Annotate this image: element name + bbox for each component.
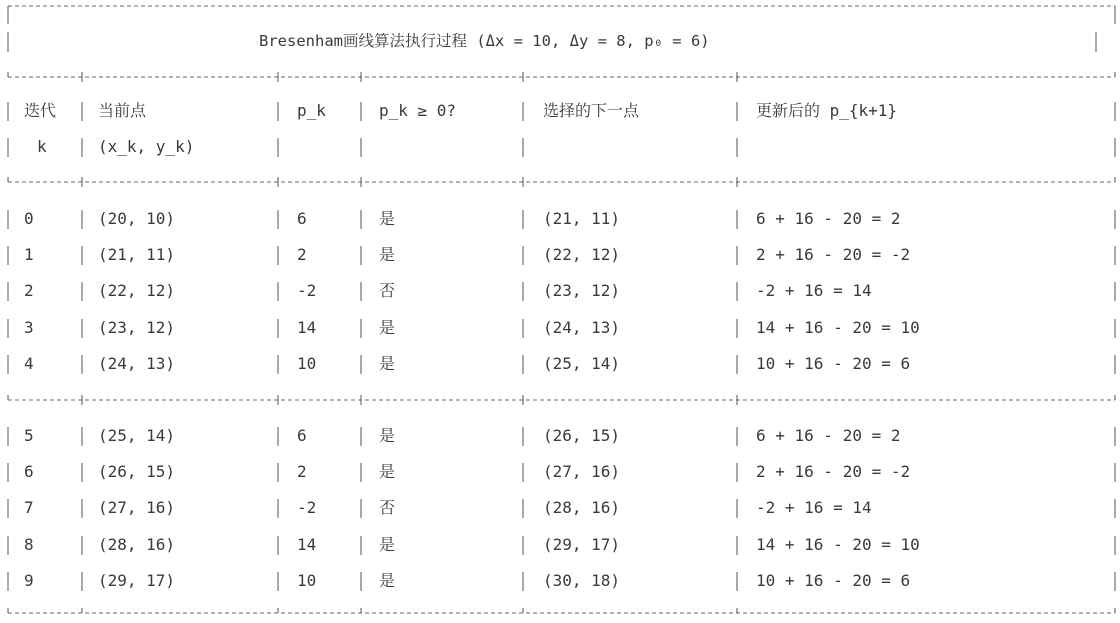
- cell-current-point: (25, 14): [98, 426, 176, 445]
- cell-pk-sign: 否: [379, 281, 396, 300]
- cell-next-point: (30, 18): [543, 571, 621, 590]
- cell-iteration: 9: [24, 571, 34, 590]
- cell-current-point: (20, 10): [98, 209, 176, 228]
- cell-pk-sign: 是: [379, 426, 396, 445]
- cell-pk-sign: 否: [379, 498, 396, 517]
- cell-updated-pk: 10 + 16 - 20 = 6: [756, 354, 911, 373]
- cell-next-point: (29, 17): [543, 535, 621, 554]
- cell-pk-sign: 是: [379, 245, 396, 264]
- cell-current-point: (27, 16): [98, 498, 176, 517]
- cell-pk-sign: 是: [379, 571, 396, 590]
- cell-current-point: (24, 13): [98, 354, 176, 373]
- header-pk: p_k: [297, 101, 326, 120]
- cell-pk: 10: [297, 571, 317, 590]
- cell-updated-pk: 2 + 16 - 20 = -2: [756, 245, 911, 264]
- cell-pk: 2: [297, 462, 307, 481]
- cell-current-point: (22, 12): [98, 281, 176, 300]
- cell-next-point: (24, 13): [543, 318, 621, 337]
- cell-next-point: (22, 12): [543, 245, 621, 264]
- cell-pk-sign: 是: [379, 354, 396, 373]
- cell-iteration: 2: [24, 281, 34, 300]
- cell-updated-pk: 6 + 16 - 20 = 2: [756, 209, 901, 228]
- header-iteration-sub: k: [37, 137, 47, 156]
- cell-iteration: 0: [24, 209, 34, 228]
- cell-pk: 6: [297, 209, 307, 228]
- table-title: Bresenham画线算法执行过程 (Δx = 10, Δy = 8, p₀ = 6): [259, 32, 710, 50]
- cell-next-point: (25, 14): [543, 354, 621, 373]
- cell-iteration: 3: [24, 318, 34, 337]
- header-next-point: 选择的下一点: [543, 101, 640, 120]
- cell-pk: 10: [297, 354, 317, 373]
- cell-updated-pk: 2 + 16 - 20 = -2: [756, 462, 911, 481]
- cell-pk-sign: 是: [379, 209, 396, 228]
- cell-current-point: (21, 11): [98, 245, 176, 264]
- cell-next-point: (26, 15): [543, 426, 621, 445]
- cell-updated-pk: 6 + 16 - 20 = 2: [756, 426, 901, 445]
- cell-updated-pk: 14 + 16 - 20 = 10: [756, 535, 920, 554]
- cell-pk-sign: 是: [379, 318, 396, 337]
- header-iteration: 迭代: [24, 101, 57, 120]
- cell-pk-sign: 是: [379, 535, 396, 554]
- cell-iteration: 4: [24, 354, 34, 373]
- cell-iteration: 7: [24, 498, 34, 517]
- header-current-point-sub: (x_k, y_k): [98, 137, 195, 156]
- cell-current-point: (26, 15): [98, 462, 176, 481]
- cell-updated-pk: -2 + 16 = 14: [756, 498, 872, 517]
- cell-updated-pk: 14 + 16 - 20 = 10: [756, 318, 920, 337]
- cell-pk: 2: [297, 245, 307, 264]
- cell-updated-pk: -2 + 16 = 14: [756, 281, 872, 300]
- cell-iteration: 8: [24, 535, 34, 554]
- cell-next-point: (21, 11): [543, 209, 621, 228]
- cell-updated-pk: 10 + 16 - 20 = 6: [756, 571, 911, 590]
- header-current-point: 当前点: [98, 101, 147, 120]
- cell-pk: 14: [297, 535, 317, 554]
- cell-current-point: (23, 12): [98, 318, 176, 337]
- header-updated-pk: 更新后的 p_{k+1}: [756, 101, 898, 120]
- cell-pk: 14: [297, 318, 317, 337]
- cell-pk: -2: [297, 498, 317, 517]
- cell-iteration: 1: [24, 245, 34, 264]
- cell-next-point: (28, 16): [543, 498, 621, 517]
- cell-next-point: (27, 16): [543, 462, 621, 481]
- cell-pk: 6: [297, 426, 307, 445]
- cell-pk-sign: 是: [379, 462, 396, 481]
- cell-current-point: (28, 16): [98, 535, 176, 554]
- cell-pk: -2: [297, 281, 317, 300]
- cell-iteration: 5: [24, 426, 34, 445]
- header-pk-sign: p_k ≥ 0?: [379, 101, 457, 120]
- cell-next-point: (23, 12): [543, 281, 621, 300]
- cell-iteration: 6: [24, 462, 34, 481]
- cell-current-point: (29, 17): [98, 571, 176, 590]
